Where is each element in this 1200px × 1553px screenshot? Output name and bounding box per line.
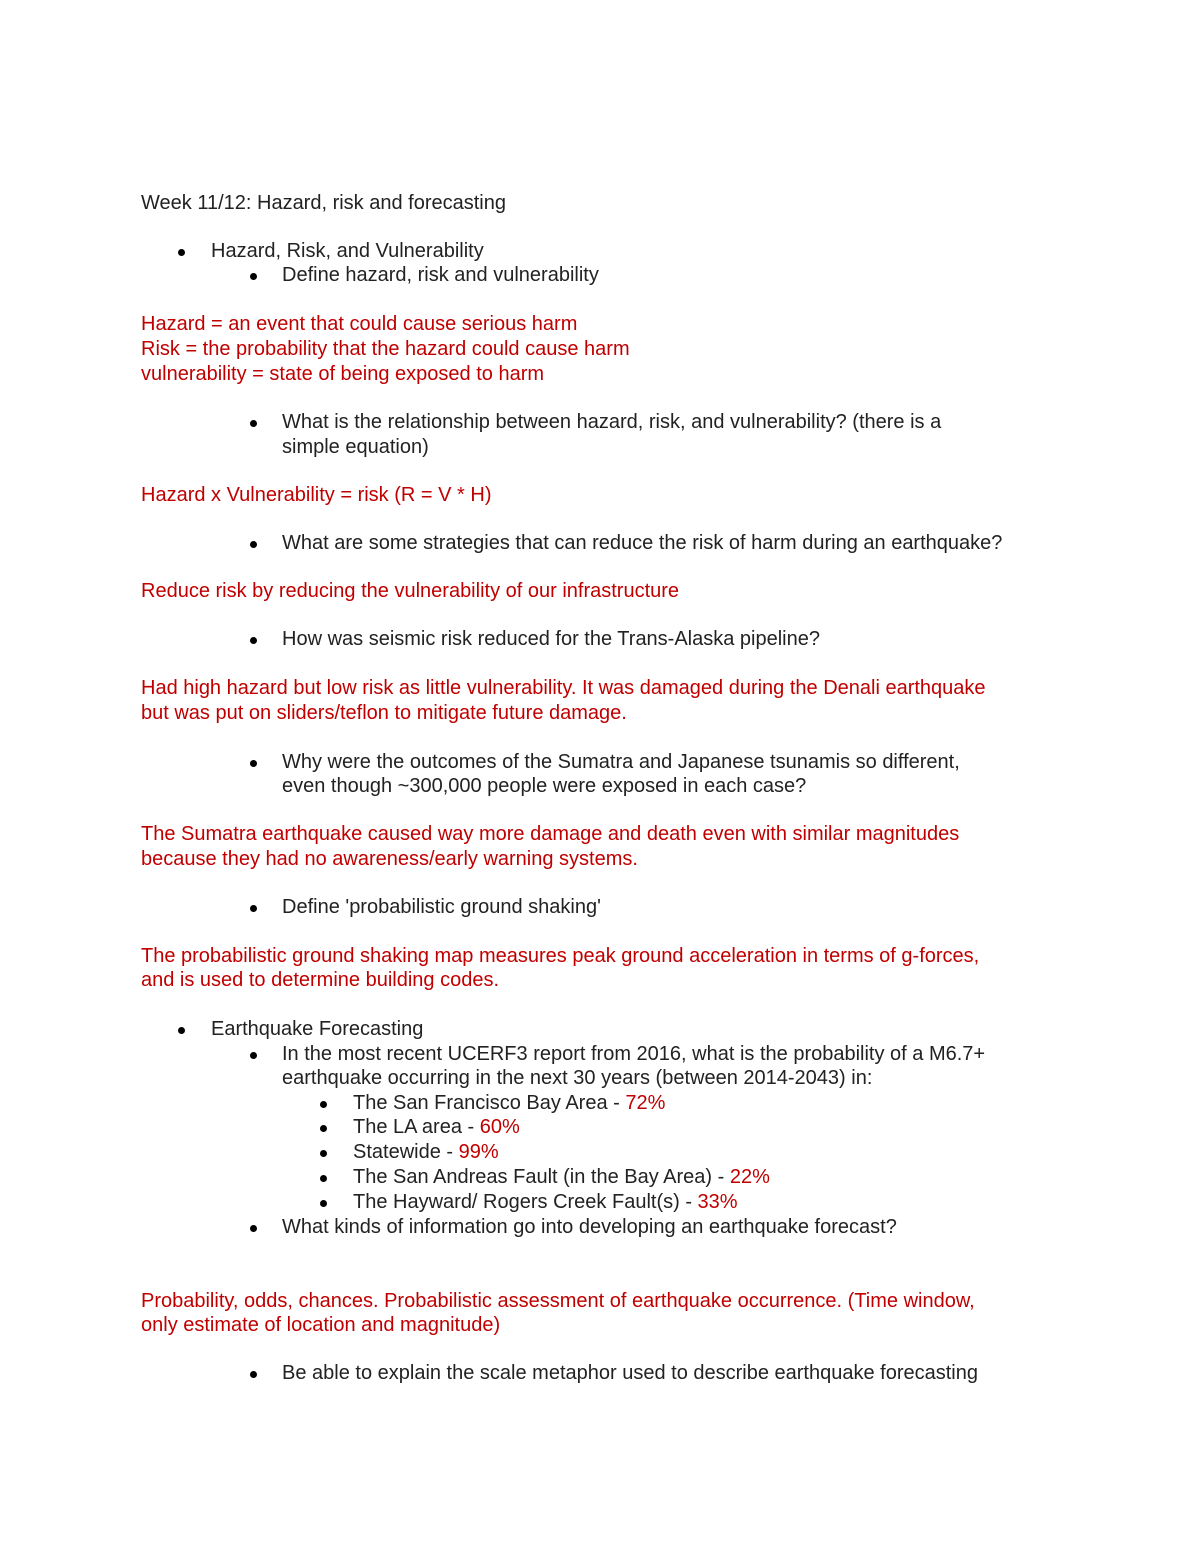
answer-line: The Sumatra earthquake caused way more damage and death even with similar magnitudes	[141, 823, 960, 845]
question-ucerf3-cont: earthquake occurring in the next 30 years (between 2014-2043) in:	[282, 1067, 873, 1089]
bullet-icon	[250, 905, 257, 912]
answer-line: Probability, odds, chances. Probabilistic assessment of earthquake occurrence. (Time window,	[141, 1290, 975, 1312]
probability-value: 99%	[458, 1141, 499, 1163]
bullet-icon	[250, 760, 257, 767]
answer-line: and is used to determine building codes.	[141, 969, 500, 991]
question-scale-metaphor: Be able to explain the scale metaphor used to describe earthquake forecasting	[282, 1362, 978, 1384]
question-tsunamis: Why were the outcomes of the Sumatra and Japanese tsunamis so different,	[282, 751, 960, 773]
question-forecast-info: What kinds of information go into developing an earthquake forecast?	[282, 1216, 897, 1238]
section-heading-forecasting: Earthquake Forecasting	[211, 1018, 424, 1040]
answer-line: Had high hazard but low risk as little vulnerability. It was damaged during the Denali earthquake	[141, 677, 986, 699]
bullet-icon	[320, 1101, 327, 1108]
region-item: The Hayward/ Rogers Creek Fault(s) - 33%	[353, 1191, 738, 1213]
question-strategies: What are some strategies that can reduce the risk of harm during an earthquake?	[282, 532, 1003, 554]
bullet-icon	[320, 1200, 327, 1207]
answer-line: Reduce risk by reducing the vulnerability of our infrastructure	[141, 580, 680, 602]
region-item: The San Andreas Fault (in the Bay Area) - 22%	[353, 1166, 770, 1188]
answer-line: only estimate of location and magnitude)	[141, 1314, 501, 1336]
answer-line: vulnerability = state of being exposed to harm	[141, 363, 545, 385]
bullet-icon	[178, 1027, 185, 1034]
question-tsunamis-cont: even though ~300,000 people were exposed in each case?	[282, 775, 807, 797]
bullet-icon	[320, 1175, 327, 1182]
region-item: Statewide - 99%	[353, 1141, 499, 1163]
region-item: The LA area - 60%	[353, 1116, 520, 1138]
bullet-icon	[320, 1150, 327, 1157]
question-pipeline: How was seismic risk reduced for the Trans-Alaska pipeline?	[282, 628, 820, 650]
probability-value: 60%	[479, 1116, 520, 1138]
answer-line: Risk = the probability that the hazard could cause harm	[141, 338, 630, 360]
question-ground-shaking: Define 'probabilistic ground shaking'	[282, 896, 601, 918]
question-define: Define hazard, risk and vulnerability	[282, 264, 599, 286]
probability-value: 22%	[729, 1166, 770, 1188]
question-relationship: What is the relationship between hazard, risk, and vulnerability? (there is a	[282, 411, 942, 433]
bullet-icon	[250, 541, 257, 548]
bullet-icon	[178, 249, 185, 256]
bullet-icon	[250, 637, 257, 644]
probability-value: 33%	[697, 1191, 738, 1213]
bullet-icon	[250, 420, 257, 427]
answer-line: The probabilistic ground shaking map measures peak ground acceleration in terms of g-forces,	[141, 945, 980, 967]
bullet-icon	[320, 1125, 327, 1132]
probability-value: 72%	[625, 1092, 666, 1114]
answer-line: Hazard x Vulnerability = risk (R = V * H)	[141, 484, 492, 506]
bullet-icon	[250, 1371, 257, 1378]
question-relationship-cont: simple equation)	[282, 436, 429, 458]
bullet-icon	[250, 1225, 257, 1232]
page-title: Week 11/12: Hazard, risk and forecasting	[141, 192, 506, 214]
bullet-icon	[250, 273, 257, 280]
section-heading-hazard: Hazard, Risk, and Vulnerability	[211, 240, 484, 262]
region-item: The San Francisco Bay Area - 72%	[353, 1092, 666, 1114]
bullet-icon	[250, 1052, 257, 1059]
answer-line: Hazard = an event that could cause serious harm	[141, 313, 578, 335]
answer-line: because they had no awareness/early warning systems.	[141, 848, 638, 870]
answer-line: but was put on sliders/teflon to mitigate future damage.	[141, 702, 627, 724]
question-ucerf3: In the most recent UCERF3 report from 2016, what is the probability of a M6.7+	[282, 1043, 986, 1065]
